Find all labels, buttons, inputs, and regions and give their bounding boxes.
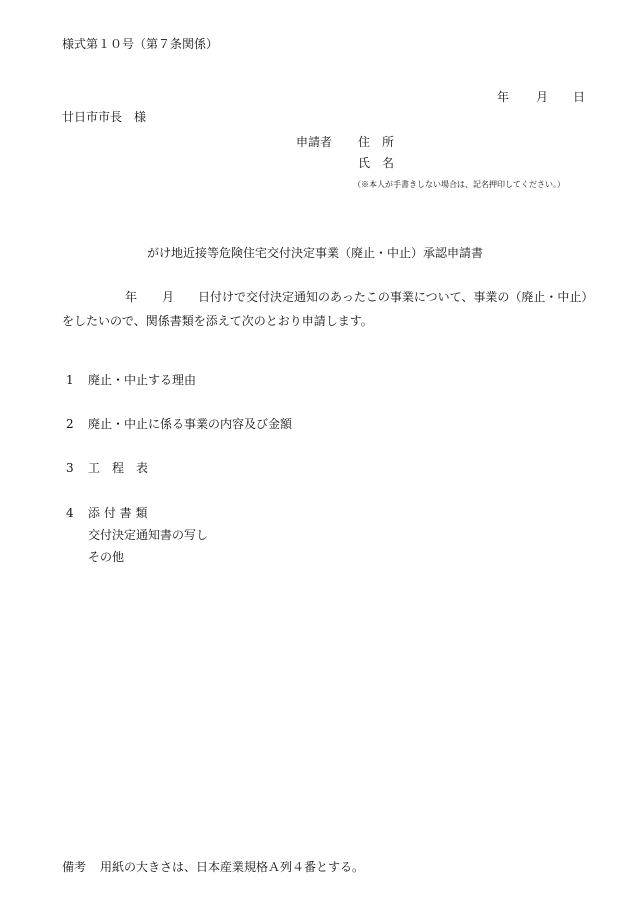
date-month-label: 月 bbox=[536, 90, 549, 104]
body-line-2: をしたいので、関係書類を添えて次のとおり申請します。 bbox=[62, 314, 373, 328]
body-month-label: 月 bbox=[162, 290, 175, 304]
attachment-item: 交付決定通知書の写し bbox=[88, 528, 209, 542]
item-attachments: 添 付 書 類 bbox=[88, 506, 148, 520]
item-number: 4 bbox=[66, 506, 74, 520]
name-label: 氏 名 bbox=[358, 156, 395, 170]
form-number: 様式第１０号（第７条関係） bbox=[62, 37, 219, 51]
applicant-label: 申請者 bbox=[296, 135, 333, 149]
remarks-label: 備考 bbox=[62, 860, 87, 874]
item-reason: 廃止・中止する理由 bbox=[88, 373, 197, 387]
document-title: がけ地近接等危険住宅交付決定事業（廃止・中止）承認申請書 bbox=[146, 246, 483, 260]
item-schedule: 工 程 表 bbox=[88, 461, 149, 475]
attachment-item: その他 bbox=[88, 550, 125, 564]
item-number: 2 bbox=[66, 417, 74, 431]
body-line-1: 日付けで交付決定通知のあったこの事業について、事業の（廃止・中止） bbox=[198, 290, 594, 304]
address-label: 住 所 bbox=[358, 135, 395, 149]
date-day-label: 日 bbox=[573, 90, 586, 104]
remarks-text: 用紙の大きさは、日本産業規格Ａ列４番とする。 bbox=[100, 860, 365, 874]
item-number: 1 bbox=[66, 373, 74, 387]
signature-note: （※本人が手書きしない場合は、記名押印してください。） bbox=[353, 180, 565, 189]
item-content-amount: 廃止・中止に係る事業の内容及び金額 bbox=[88, 417, 293, 431]
body-year-label: 年 bbox=[125, 290, 138, 304]
item-number: 3 bbox=[66, 461, 74, 475]
addressee: 廿日市市長 様 bbox=[62, 110, 147, 124]
date-year-label: 年 bbox=[497, 90, 510, 104]
